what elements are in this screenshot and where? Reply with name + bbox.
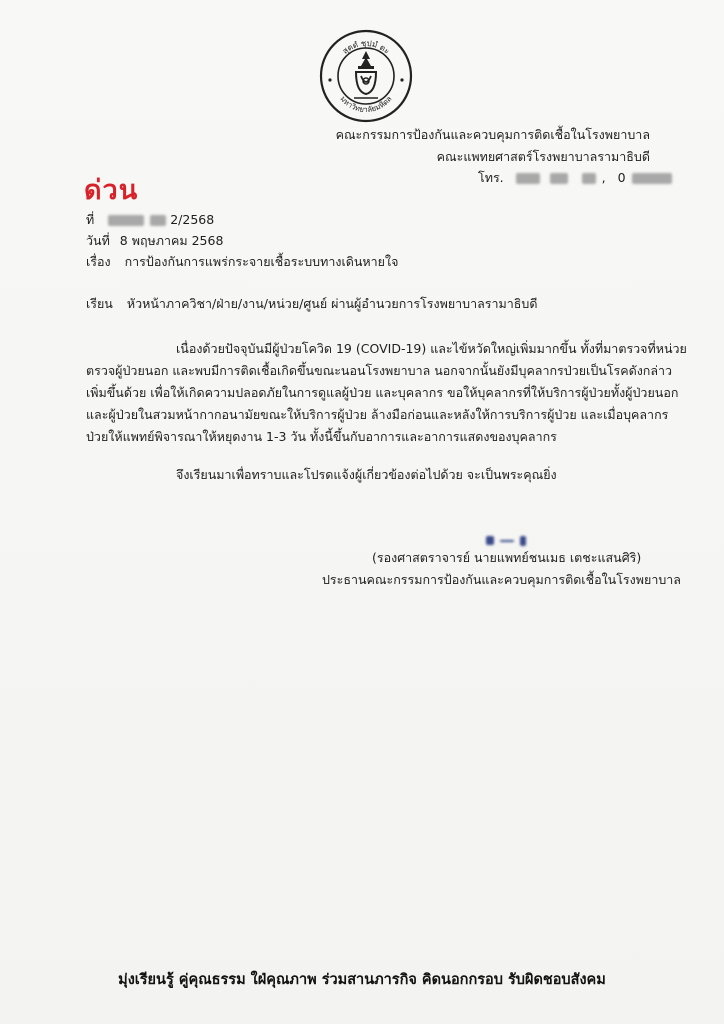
subject-value: การป้องกันการแพร่กระจายเชื้อระบบทางเดินหายใจ (124, 254, 399, 269)
recipient-value: หัวหน้าภาควิชา/ฝ่าย/งาน/หน่วย/ศูนย์ ผ่านผู้อำนวยการโรงพยาบาลรามาธิบดี (126, 296, 538, 311)
ref-label: ที่ (86, 212, 95, 227)
faculty-name: คณะแพทยศาสตร์โรงพยาบาลรามาธิบดี (436, 149, 650, 164)
seal-text-top: สุตตํ ชุปมํ ตะ (340, 38, 392, 56)
body-line: ตรวจผู้ป่วยนอก และพบมีการติดเชื้อเกิดขึ้นขณะนอนโรงพยาบาล นอกจากนั้นยังมีบุคลากรป่วยเป็นโรคดังกล่าว (86, 363, 673, 378)
phone-label: โทร. (478, 170, 504, 185)
footer-motto: มุ่งเรียนรู้ คู่คุณธรรม ใฝ่คุณภาพ ร่วมสานภารกิจ คิดนอกกรอบ รับผิดชอบสังคม (118, 972, 606, 988)
recipient-line (86, 296, 537, 312)
signatory-position: ประธานคณะกรรมการป้องกันและควบคุมการติดเชื้อในโรงพยาบาล (322, 572, 681, 587)
redacted-ref (150, 215, 166, 226)
subject-label: เรื่อง (86, 254, 111, 269)
date-label: วันที่ (86, 233, 110, 248)
urgent-stamp: ด่วน (84, 175, 139, 206)
ref-line (86, 212, 214, 228)
committee-name: คณะกรรมการป้องกันและควบคุมการติดเชื้อในโรงพยาบาล (335, 127, 650, 142)
university-seal-logo (318, 28, 414, 124)
body-line: เนื่องด้วยปัจจุบันมีผู้ป่วยโควิด 19 (COVID-19) และไข้หวัดใหญ่เพิ่มมากขึ้น ทั้งที่มาตรวจที่หน่วย (176, 341, 687, 356)
body-line: เพิ่มขึ้นด้วย เพื่อให้เกิดความปลอดภัยในการดูแลผู้ป่วย และบุคลากร ขอให้บุคลากรที่ให้บริการผู้ป่วยทั้งผู้ป่วยนอก (86, 385, 679, 400)
redacted-phone-part (516, 173, 540, 184)
subject-line (86, 254, 398, 270)
seal-text-bottom: มหาวิทยาลัยมหิดล (338, 94, 394, 115)
ref-suffix: 2/2568 (170, 212, 215, 227)
redacted-ref (108, 215, 144, 226)
signature-mark (486, 530, 526, 549)
redacted-phone-part (582, 173, 596, 184)
date-line (86, 233, 223, 249)
closing-line: จึงเรียนมาเพื่อทราบและโปรดแจ้งผู้เกี่ยวข้องต่อไปด้วย จะเป็นพระคุณยิ่ง (176, 467, 557, 482)
body-line: และผู้ป่วยในสวมหน้ากากอนามัยขณะให้บริการผู้ป่วย ล้างมือก่อนและหลังให้การบริการผู้ป่วย และเมื่อบุคลากร (86, 407, 669, 422)
redacted-phone-part (632, 173, 672, 184)
recipient-label: เรียน (86, 296, 113, 311)
date-value: 8 พฤษภาคม 2568 (119, 233, 224, 248)
body-line: ป่วยให้แพทย์พิจารณาให้หยุดงาน 1-3 วัน ทั้งนี้ขึ้นกับอาการและอาการแสดงของบุคลากร (86, 429, 557, 444)
redacted-phone-part (550, 173, 568, 184)
phone-line: โทร. , 0 (478, 170, 672, 186)
signatory-name: (รองศาสตราจารย์ นายแพทย์ชนเมธ เตชะแสนศิริ) (372, 550, 642, 565)
